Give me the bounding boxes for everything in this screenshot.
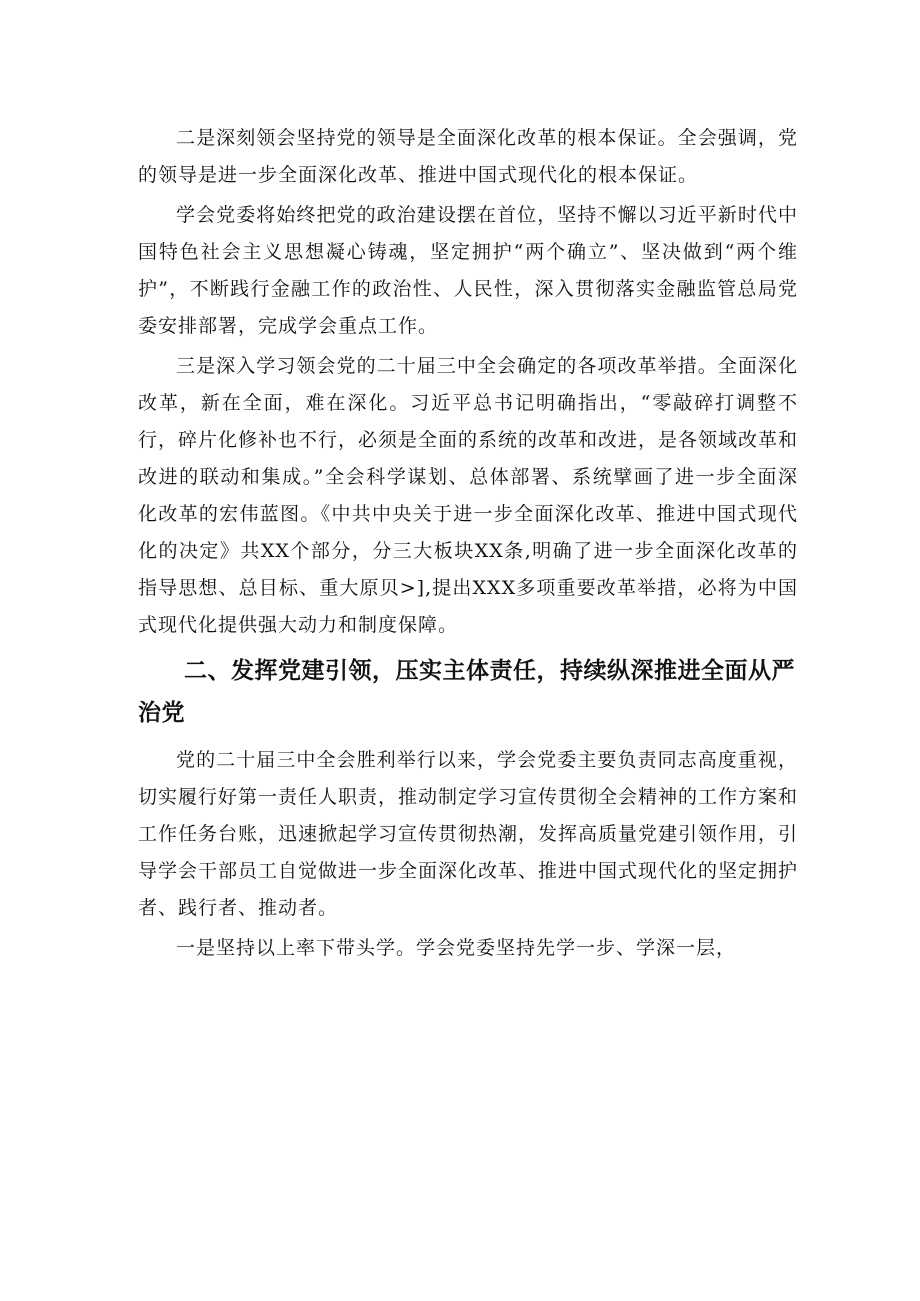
document-body [138,120,798,967]
paragraph-lead-by-example: 一是坚持以上率下带头学。学会党委坚持先学一步、学深一层， [176,937,737,959]
section-heading: 二、发挥党建引领，压实主体责任，持续纵深推进全面从严治党 [138,658,795,726]
paragraph-reform-measures: 三是深入学习领会党的二十届三中全会确定的各项改革举措。全面深化改革，新在全面，难在深化。习近平总书记明确指出，“零敲碎打调整不行，碎片化修补也不行，必须是全面的系统的改革和改进，是各领域改革和改进的联动和集成。”全会科学谋划、总体部署、系统擘画了进一步全面深化改革的宏伟蓝图。《中共中央关于进一步全面深化改革、推进中国式现代化的决定》共XX个部分，分三大板块XX条,明确了进一步全面深化改革的指导思想、总目标、重大原贝>],提出XXX多项重要改革举措，必将为中国式现代化提供强大动力和制度保障。 [138,355,799,636]
paragraph-party-political-building: 学会党委将始终把党的政治建设摆在首位，坚持不懈以习近平新时代中国特色社会主义思想凝心铸魂，坚定拥护“两个确立”、坚决做到“两个维护”，不断践行金融工作的政治性、人民性，深入贯彻落实金融监管总局党委安排部署，完成学会重点工作。 [138,204,798,337]
paragraph-party-committee-actions: 党的二十届三中全会胜利举行以来，学会党委主要负责同志高度重视，切实履行好第一责任人职责，推动制定学习宣传贯彻全会精神的工作方案和工作任务台账，迅速掀起学习宣传贯彻热潮，发挥高质量党建引领作用，引导学会干部员工自觉做进一步全面深化改革、推进中国式现代化的坚定拥护者、践行者、推动者。 [138,749,799,919]
paragraph-leadership-guarantee: 二是深刻领会坚持党的领导是全面深化改革的根本保证。全会强调，党的领导是进一步全面深化改革、推进中国式现代化的根本保证。 [138,127,798,186]
